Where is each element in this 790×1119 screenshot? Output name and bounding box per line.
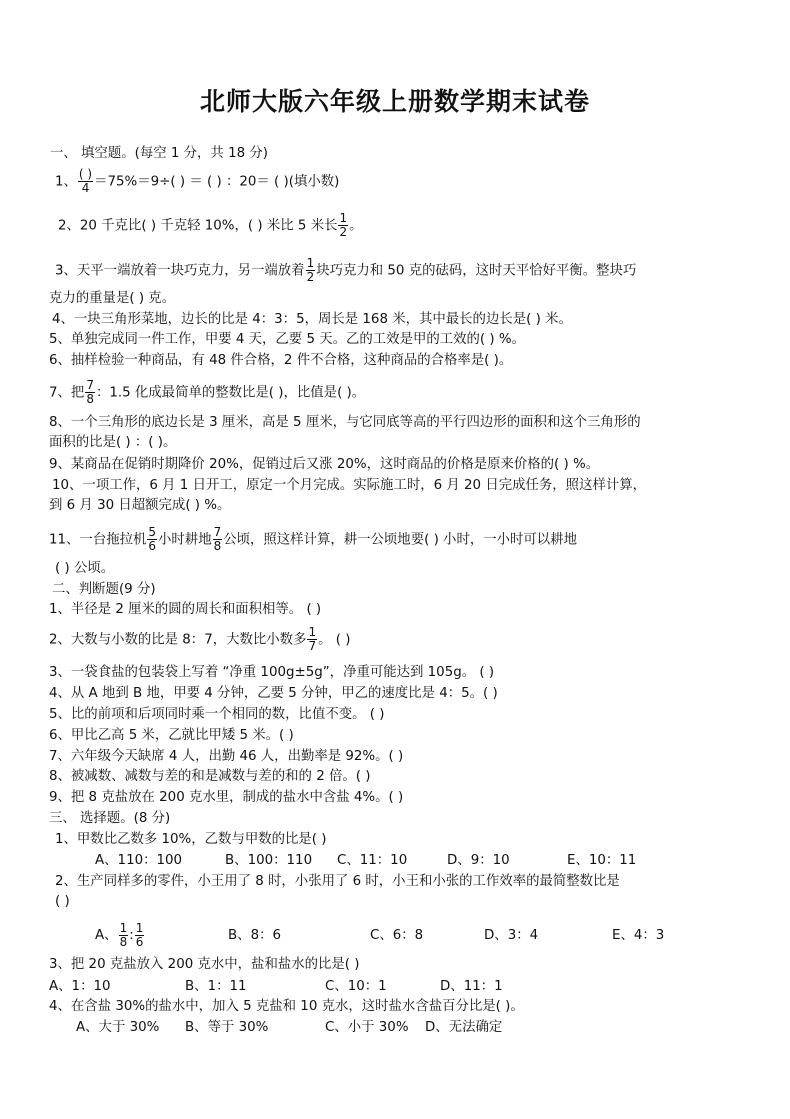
question-3-2: 2、生产同样多的零件，小王用了 8 时，小张用了 6 时，小王和小张的工作效率的最简整数比是 <box>55 874 620 889</box>
option-b: B、100：110 <box>225 853 313 868</box>
question-1-8: 8、一个三角形的底边长是 3 厘米，高是 5 厘米，与它同底等高的平行四边形的面积和这个三角形的 <box>49 415 641 430</box>
option-b: B、1：11 <box>185 979 247 994</box>
fraction: $\frac{1}{7}$ <box>308 625 317 653</box>
option-a: A、大于 30% <box>76 1020 160 1035</box>
question-2-9: 9、把 8 克盐放在 200 克水里，制成的盐水中含盐 4%。( ) <box>49 790 404 805</box>
option-a: A、1：10 <box>49 979 111 994</box>
option-a: A、 $\frac{1}{8}$ : $\frac{1}{6}$ <box>95 920 144 949</box>
question-2-7: 7、六年级今天缺席 4 人，出勤 46 人，出勤率是 92%。( ) <box>49 749 404 764</box>
question-1-4: 4、一块三角形菜地，边长的比是 4：3：5，周长是 168 米，其中最长的边长是( ) 米。 <box>52 312 572 327</box>
fraction: $\frac{1}{6}$ <box>135 920 144 949</box>
question-2-3: 3、一袋食盐的包装袋上写着 “净重 100g±5g”，净重可能达到 105g。 ( ) <box>49 665 495 680</box>
option-c: C、11：10 <box>337 853 408 868</box>
question-1-3-cont: 克力的重量是( ) 克。 <box>49 291 176 306</box>
option-c: C、10：1 <box>325 979 387 994</box>
question-1-6: 6、抽样检验一种商品，有 48 件合格，2 件不合格，这种商品的合格率是( )。 <box>49 353 513 368</box>
question-1-10: 10、一项工作，6 月 1 日开工，原定一个月完成。实际施工时，6 月 20 日完成任务，照这样计算， <box>52 478 647 493</box>
question-3-2-cont: ( ) <box>55 894 70 909</box>
question-3-1: 1、甲数比乙数多 10%，乙数与甲数的比是( ) <box>55 832 327 847</box>
page-title: 北师大版六年级上册数学期末试卷 <box>199 87 590 116</box>
option-d: D、无法确定 <box>425 1020 503 1035</box>
section-1-header: 一、 填空题。(每空 1 分，共 18 分) <box>50 146 268 161</box>
option-e: E、4：3 <box>612 928 665 943</box>
fraction: $\frac{1}{2}$ <box>339 211 348 239</box>
question-1-7: 7、把 $\frac{7}{8}$ ：1.5 化成最简单的整数比是( )，比值是( )。 <box>49 378 366 406</box>
question-1-10-cont: 到 6 月 30 日超额完成( ) %。 <box>49 498 231 513</box>
option-c: C、小于 30% <box>325 1020 409 1035</box>
question-1-8-cont: 面积的比是( ) ：( )。 <box>49 435 177 450</box>
question-1-2: 2、20 千克比( ) 千克轻 10%，( ) 米比 5 米长 $\frac{1}{2}$ 。 <box>58 211 363 239</box>
option-b: B、等于 30% <box>185 1020 269 1035</box>
section-2-header: 二、判断题(9 分) <box>52 582 156 597</box>
question-1-5: 5、单独完成同一件工作，甲要 4 天，乙要 5 天。乙的工效是甲的工效的( ) %。 <box>49 332 525 347</box>
fraction: $\frac{7}{8}$ <box>213 525 222 553</box>
question-3-3: 3、把 20 克盐放入 200 克水中，盐和盐水的比是( ) <box>49 957 360 972</box>
question-2-1: 1、半径是 2 厘米的圆的周长和面积相等。 ( ) <box>49 602 322 617</box>
fraction: $\frac{5}{6}$ <box>148 525 157 553</box>
question-1-1: 1、 $\frac{( )}{4}$ ＝75%＝9÷( ) ＝ ( ) ：20＝ ( )(填小数) <box>55 167 340 195</box>
question-2-6: 6、甲比乙高 5 米，乙就比甲矮 5 米。( ) <box>49 728 294 743</box>
option-e: E、10：11 <box>567 853 637 868</box>
question-1-3: 3、天平一端放着一块巧克力，另一端放着 $\frac{1}{2}$ 块巧克力和 50 克的砝码，这时天平恰好平衡。整块巧 <box>55 256 637 284</box>
question-2-5: 5、比的前项和后项同时乘一个相同的数，比值不变。 ( ) <box>49 707 385 722</box>
question-2-4: 4、从 A 地到 B 地，甲要 4 分钟，乙要 5 分钟，甲乙的速度比是 4：5。( ) <box>49 686 498 701</box>
option-b: B、8：6 <box>228 928 282 943</box>
option-d: D、11：1 <box>440 979 503 994</box>
question-3-4: 4、在含盐 30%的盐水中，加入 5 克盐和 10 克水，这时盐水含盐百分比是( )。 <box>49 999 524 1014</box>
fraction: $\frac{( )}{4}$ <box>78 167 93 195</box>
section-3-header: 三、 选择题。(8 分) <box>49 811 171 826</box>
option-d: D、9：10 <box>447 853 510 868</box>
question-2-2: 2、大数与小数的比是 8：7，大数比小数多 $\frac{1}{7}$ 。 ( ) <box>49 625 351 653</box>
question-2-8: 8、被减数、减数与差的和是减数与差的和的 2 倍。( ) <box>49 769 371 784</box>
fraction: $\frac{1}{2}$ <box>306 256 315 284</box>
fraction: $\frac{7}{8}$ <box>86 378 94 406</box>
option-c: C、6：8 <box>370 928 424 943</box>
option-a: A、110：100 <box>95 853 183 868</box>
option-d: D、3：4 <box>484 928 539 943</box>
fraction: $\frac{1}{8}$ <box>119 920 128 949</box>
question-1-11: 11、一台拖拉机 $\frac{5}{6}$ 小时耕地 $\frac{7}{8}$ 公顷，照这样计算，耕一公顷地要( ) 小时，一小时可以耕地 <box>49 525 577 553</box>
question-1-9: 9、某商品在促销时期降价 20%，促销过后又涨 20%，这时商品的价格是原来价格的( ) %。 <box>49 457 600 472</box>
question-1-11-cont: ( ) 公顷。 <box>55 561 115 576</box>
